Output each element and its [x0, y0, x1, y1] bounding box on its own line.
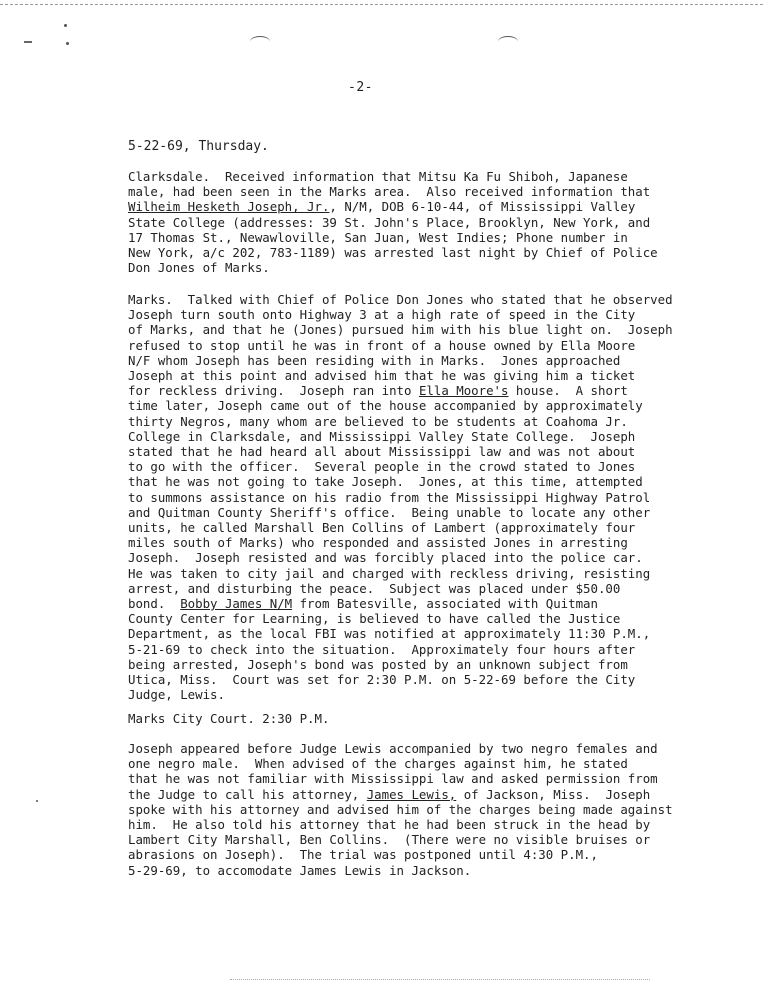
- text-line: being arrested, Joseph's bond was posted by an unknown subject from: [128, 656, 628, 672]
- paragraph-marks: [128, 292, 688, 702]
- underlined-name: James Lewis,: [366, 786, 457, 802]
- text-line: 17 Thomas St., Newawloville, San Juan, West Indies; Phone number in: [128, 229, 628, 245]
- text-segment: , N/M, DOB 6-10-44, of Mississippi Valley: [329, 199, 636, 215]
- text-line: one negro male. When advised of the charges against him, he stated: [128, 756, 628, 772]
- text-line: thirty Negros, many whom are believed to be students at Coahoma Jr.: [128, 413, 628, 429]
- text-line: Clarksdale. Received information that Mitsu Ka Fu Shiboh, Japanese: [128, 169, 628, 184]
- underlined-name: Bobby James N/M: [180, 596, 293, 612]
- text-line: He was taken to city jail and charged with reckless driving, resisting: [128, 565, 651, 581]
- underlined-name: Wilheim Hesketh Joseph, Jr.: [128, 199, 330, 215]
- text-line: refused to stop until he was in front of a house owned by Ella Moore: [128, 337, 636, 353]
- text-line: to go with the officer. Several people in the crowd stated to Jones: [128, 459, 636, 475]
- text-line: time later, Joseph came out of the house accompanied by approximately: [128, 398, 643, 414]
- text-line: [128, 383, 688, 398]
- text-line: New York, a/c 202, 783-1189) was arrested last night by Chief of Police: [128, 245, 658, 261]
- text-segment: of Jackson, Miss. Joseph: [456, 786, 651, 802]
- page-number: -2-: [348, 80, 373, 95]
- text-line: arrest, and disturbing the peace. Subject was placed under $50.00: [128, 580, 621, 596]
- text-segment: bond.: [128, 596, 181, 612]
- text-line: spoke with his attorney and advised him of the charges being made against: [128, 801, 673, 817]
- text-line: and Quitman County Sheriff's office. Being unable to locate any other: [128, 504, 651, 520]
- text-line: Lambert City Marshall, Ben Collins. (There were no visible bruises or: [128, 832, 651, 848]
- text-line: State College (addresses: 39 St. John's Place, Brooklyn, New York, and: [128, 214, 651, 230]
- paragraph-court: [128, 741, 688, 878]
- bottom-edge-rule: [230, 979, 650, 982]
- top-edge-rule: [0, 0, 763, 5]
- text-line: Marks. Talked with Chief of Police Don Jones who stated that he observed: [128, 292, 673, 307]
- margin-mark: [24, 41, 32, 43]
- text-line: miles south of Marks) who responded and assisted Jones in arresting: [128, 535, 628, 551]
- text-line: Department, as the local FBI was notified at approximately 11:30 P.M.,: [128, 626, 651, 642]
- text-line: [128, 199, 688, 214]
- text-segment: from Batesville, associated with Quitman: [292, 596, 598, 612]
- text-line: 5-29-69, to accomodate James Lewis in Jackson.: [128, 862, 472, 878]
- text-line: male, had been seen in the Marks area. Also received information that: [128, 184, 651, 200]
- margin-mark: [64, 24, 67, 27]
- text-line: Joseph. Joseph resisted and was forcibly placed into the police car.: [128, 550, 643, 566]
- text-line: units, he called Marshall Ben Collins of Lambert (approximately four: [128, 520, 636, 536]
- text-line: Judge, Lewis.: [128, 687, 225, 703]
- text-segment: the Judge to call his attorney,: [128, 786, 367, 802]
- text-segment: house. A short: [508, 383, 628, 399]
- text-line: stated that he had heard all about Mississippi law and was not about: [128, 444, 636, 460]
- text-line: County Center for Learning, is believed to have called the Justice: [128, 611, 621, 627]
- text-line: that he was not familiar with Mississippi law and asked permission from: [128, 771, 658, 787]
- text-line: [128, 596, 688, 611]
- margin-mark: [36, 800, 38, 802]
- text-line: 5-21-69 to check into the situation. Approximately four hours after: [128, 641, 636, 657]
- court-session-heading: Marks City Court. 2:30 P.M.: [128, 711, 330, 726]
- text-line: N/F whom Joseph has been residing with in Marks. Jones approached: [128, 352, 621, 368]
- text-line: to summons assistance on his radio from the Mississippi Highway Patrol: [128, 489, 651, 505]
- entry-date-heading: 5-22-69, Thursday.: [128, 139, 269, 154]
- text-line: him. He also told his attorney that he had been struck in the head by: [128, 817, 651, 833]
- text-line: [128, 787, 688, 802]
- paragraph-clarksdale: [128, 169, 688, 275]
- text-line: Utica, Miss. Court was set for 2:30 P.M. on 5-22-69 before the City: [128, 672, 636, 688]
- text-line: College in Clarksdale, and Mississippi Valley State College. Joseph: [128, 428, 636, 444]
- text-line: Joseph at this point and advised him that he was giving him a ticket: [128, 368, 636, 384]
- text-line: that he was not going to take Joseph. Jones, at this time, attempted: [128, 474, 643, 490]
- text-line: of Marks, and that he (Jones) pursued him with his blue light on. Joseph: [128, 322, 673, 338]
- scan-artifact: [250, 36, 270, 47]
- scan-artifact: [498, 36, 518, 47]
- underlined-name: Ella Moore's: [418, 383, 509, 399]
- text-line: Joseph turn south onto Highway 3 at a high rate of speed in the City: [128, 307, 636, 323]
- text-line: Don Jones of Marks.: [128, 260, 270, 276]
- margin-mark: [66, 42, 69, 45]
- text-line: abrasions on Joseph). The trial was postponed until 4:30 P.M.,: [128, 847, 598, 863]
- text-segment: for reckless driving. Joseph ran into: [128, 383, 419, 399]
- text-line: Joseph appeared before Judge Lewis accompanied by two negro females and: [128, 741, 658, 756]
